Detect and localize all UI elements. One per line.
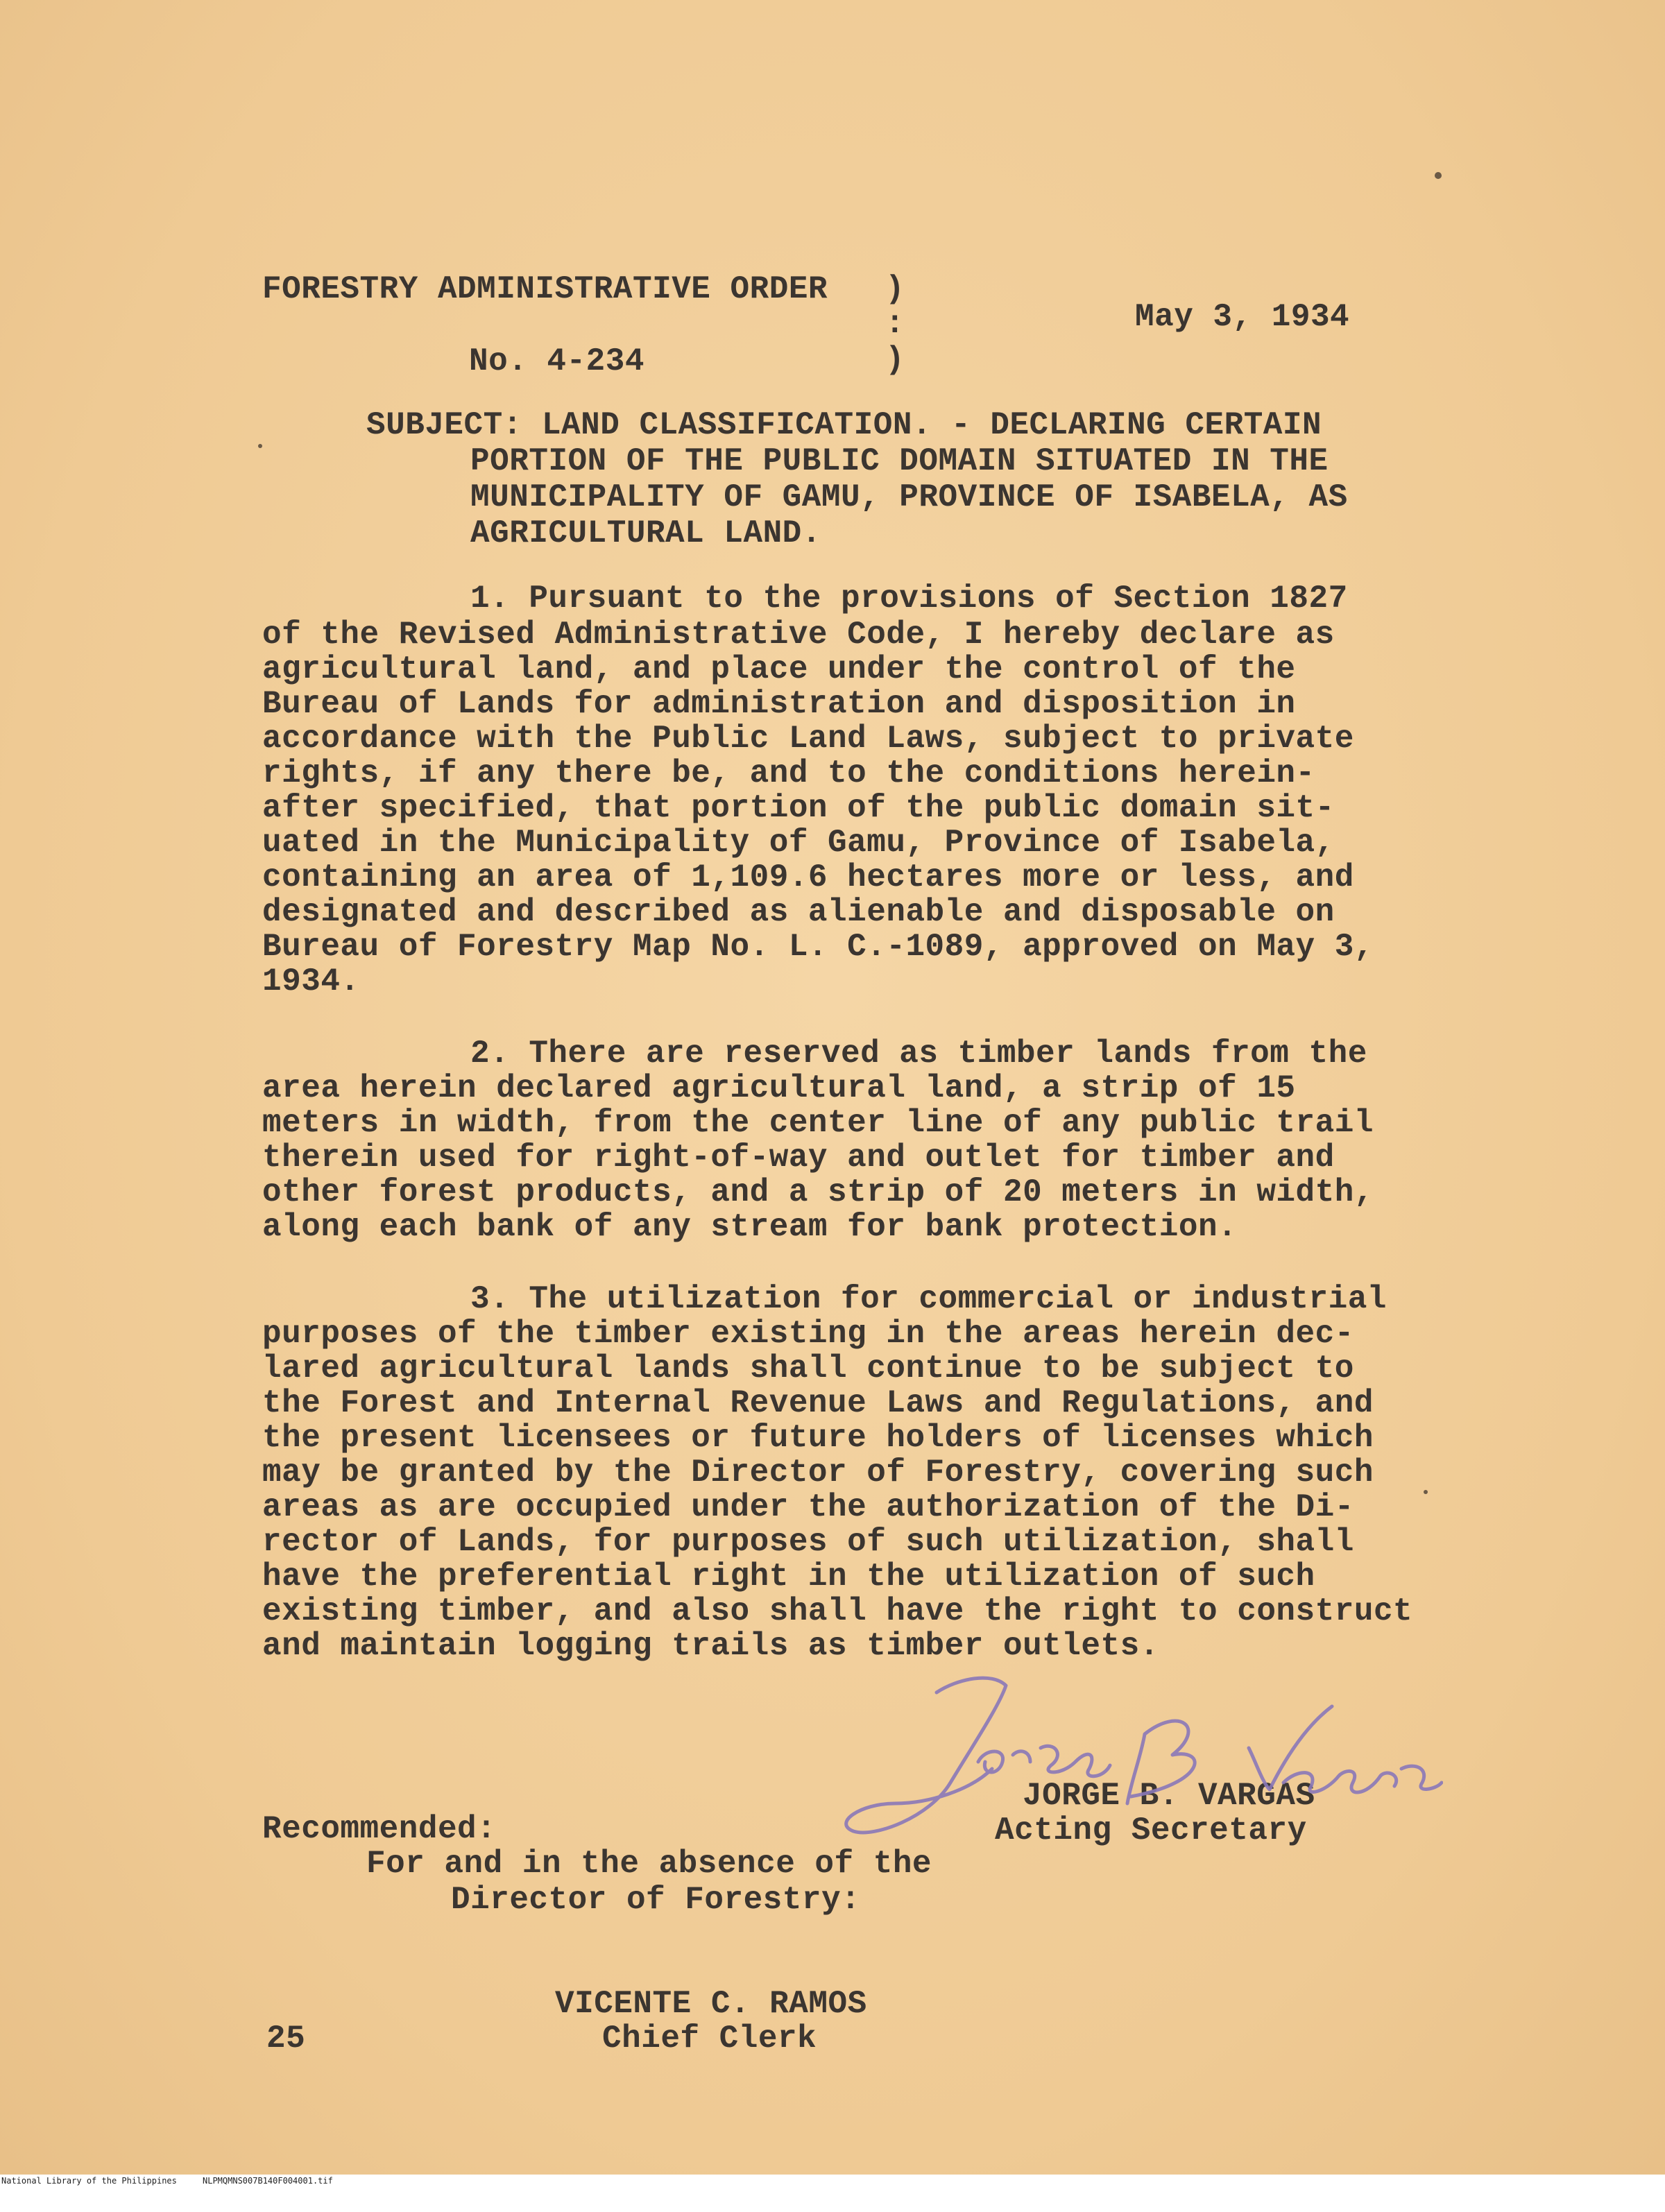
para3-line: the present licensees or future holders of licenses which (262, 1420, 1374, 1456)
page-number: 25 (266, 2021, 306, 2057)
bracket-top: ) (885, 271, 905, 307)
para3-line: areas as are occupied under the authorization of the Di- (262, 1489, 1354, 1525)
bracket-mid: : (885, 306, 905, 342)
bracket-bot: ) (885, 342, 905, 378)
para3-line: existing timber, and also shall have the right to construct (262, 1593, 1413, 1629)
para1-line: 1934. (262, 963, 360, 1000)
para1-line: agricultural land, and place under the control of the (262, 651, 1296, 687)
signatory-name: JORGE B. VARGAS (1023, 1778, 1315, 1814)
para1-line: 1. Pursuant to the provisions of Section 1827 (470, 581, 1348, 617)
para2-line: other forest products, and a strip of 20 meters in width, (262, 1174, 1374, 1210)
paper-speck (258, 444, 262, 448)
para1-line: of the Revised Administrative Code, I hereby declare as (262, 617, 1335, 653)
scan-footer (0, 2175, 1665, 2187)
para3-line: 3. The utilization for commercial or industrial (470, 1281, 1387, 1317)
para2-line: along each bank of any stream for bank protection. (262, 1209, 1238, 1245)
order-title: FORESTRY ADMINISTRATIVE ORDER (262, 271, 828, 307)
order-date: May 3, 1934 (1135, 299, 1350, 335)
para1-line: Bureau of Forestry Map No. L. C.-1089, approved on May 3, (262, 929, 1374, 965)
para1-line: Bureau of Lands for administration and disposition in (262, 686, 1296, 722)
recommender-name: VICENTE C. RAMOS (555, 1986, 867, 2022)
para3-line: and maintain logging trails as timber outlets. (262, 1628, 1159, 1664)
recommended-line2: For and in the absence of the (366, 1846, 932, 1882)
para3-line: lared agricultural lands shall continue to be subject to (262, 1351, 1354, 1387)
recommended-line3: Director of Forestry: (451, 1882, 861, 1918)
recommender-title: Chief Clerk (602, 2021, 817, 2057)
paper-speck (1435, 172, 1442, 179)
order-number: No. 4-234 (469, 343, 644, 379)
para2-line: area herein declared agricultural land, a strip of 15 (262, 1070, 1296, 1106)
subject-line: AGRICULTURAL LAND. (470, 515, 821, 551)
paper-speck (1424, 1490, 1428, 1494)
handwritten-signature (832, 1665, 1443, 1845)
para2-line: therein used for right-of-way and outlet for timber and (262, 1140, 1335, 1176)
subject-line: MUNICIPALITY OF GAMU, PROVINCE OF ISABELA, AS (470, 479, 1348, 515)
para3-line: may be granted by the Director of Forestry, covering such (262, 1455, 1374, 1491)
para1-line: uated in the Municipality of Gamu, Province of Isabela, (262, 825, 1335, 861)
recommended-label: Recommended: (262, 1811, 497, 1847)
para1-line: containing an area of 1,109.6 hectares more or less, and (262, 859, 1354, 895)
footer-file-id: NLPMQMNS007B140F004001.tif (203, 2176, 333, 2186)
subject-line: SUBJECT: LAND CLASSIFICATION. - DECLARING CERTAIN (366, 407, 1322, 443)
para3-line: the Forest and Internal Revenue Laws and Regulations, and (262, 1385, 1374, 1421)
para2-line: meters in width, from the center line of any public trail (262, 1105, 1374, 1141)
subject-line: PORTION OF THE PUBLIC DOMAIN SITUATED IN THE (470, 443, 1329, 479)
para3-line: purposes of the timber existing in the areas herein dec- (262, 1316, 1354, 1352)
para2-line: 2. There are reserved as timber lands from the (470, 1036, 1367, 1072)
para1-line: designated and described as alienable and disposable on (262, 894, 1335, 930)
para3-line: rector of Lands, for purposes of such utilization, shall (262, 1524, 1354, 1560)
para1-line: after specified, that portion of the public domain sit- (262, 790, 1335, 826)
signatory-title: Acting Secretary (995, 1812, 1307, 1849)
para3-line: have the preferential right in the utilization of such (262, 1559, 1315, 1595)
footer-library: National Library of the Philippines (1, 2176, 177, 2186)
para1-line: rights, if any there be, and to the conditions herein- (262, 755, 1315, 791)
para1-line: accordance with the Public Land Laws, subject to private (262, 721, 1354, 757)
